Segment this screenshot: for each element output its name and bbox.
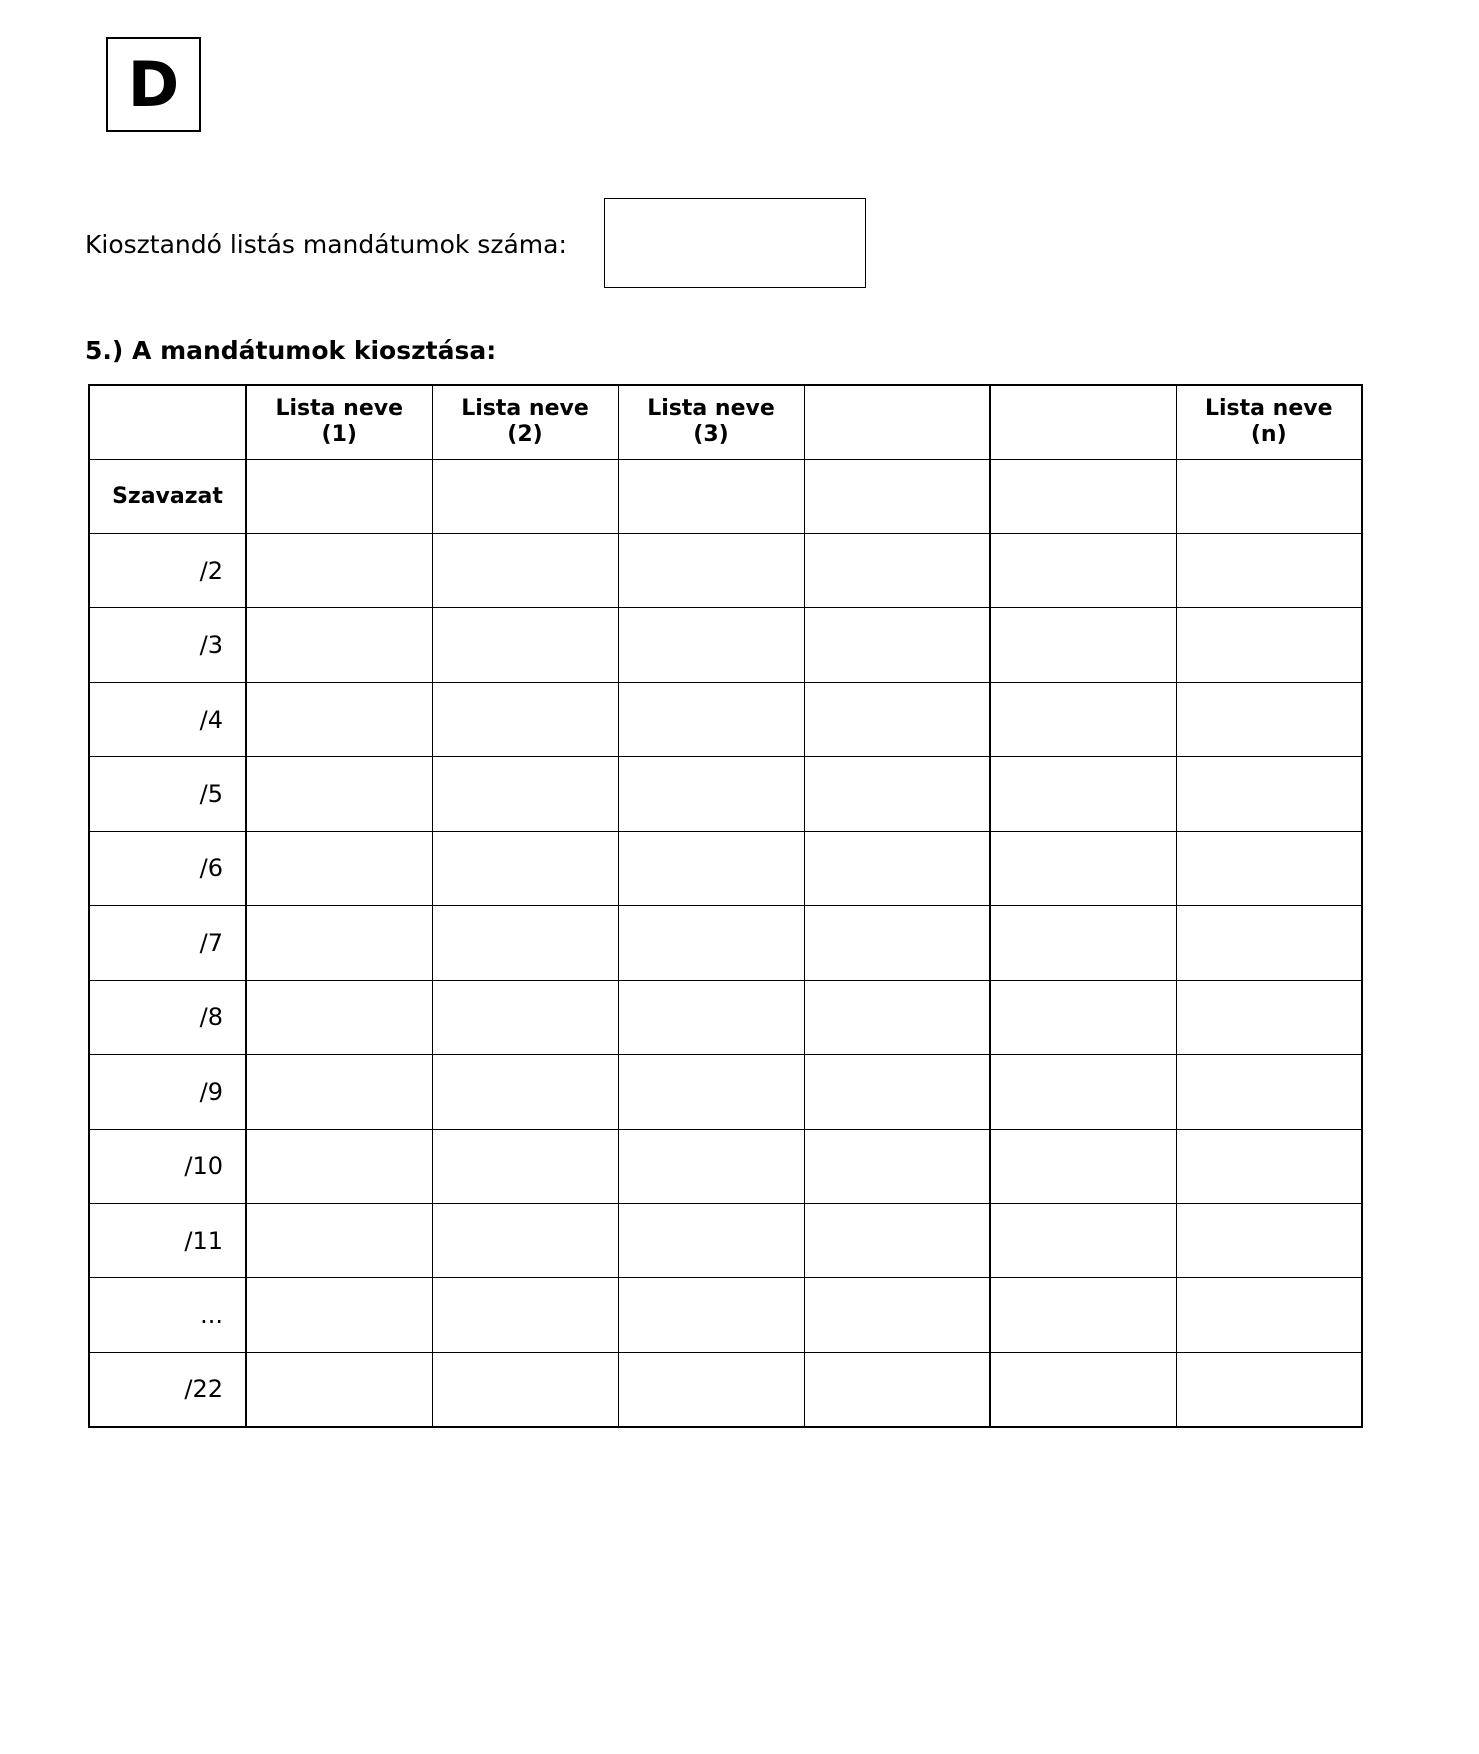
entry-cell[interactable] [246, 459, 432, 533]
entry-cell[interactable] [1176, 906, 1362, 980]
column-header-name: Lista neve [461, 395, 589, 421]
entry-cell[interactable] [432, 906, 618, 980]
entry-cell[interactable] [618, 682, 804, 756]
entry-cell[interactable] [804, 906, 990, 980]
entry-cell[interactable] [1176, 1129, 1362, 1203]
seats-count-label: Kiosztandó listás mandátumok száma: [85, 230, 567, 259]
entry-cell[interactable] [618, 1129, 804, 1203]
entry-cell[interactable] [618, 906, 804, 980]
entry-cell[interactable] [1176, 757, 1362, 831]
entry-cell[interactable] [990, 1129, 1176, 1203]
entry-cell[interactable] [432, 682, 618, 756]
table-row [89, 608, 1362, 682]
entry-cell[interactable] [246, 608, 432, 682]
entry-cell[interactable] [990, 1055, 1176, 1129]
entry-cell[interactable] [1176, 459, 1362, 533]
seats-count-field[interactable] [604, 198, 866, 288]
column-header-index: (3) [693, 422, 729, 448]
entry-cell[interactable] [990, 533, 1176, 607]
column-header-index: (2) [507, 422, 543, 448]
entry-cell[interactable] [990, 1352, 1176, 1426]
entry-cell[interactable] [432, 757, 618, 831]
form-letter: D [127, 47, 180, 121]
entry-cell[interactable] [246, 906, 432, 980]
table-row [89, 459, 1362, 533]
entry-cell[interactable] [432, 831, 618, 905]
entry-cell[interactable] [246, 831, 432, 905]
column-header-1 [246, 385, 432, 459]
table-row [89, 1129, 1362, 1203]
entry-cell[interactable] [246, 682, 432, 756]
entry-cell[interactable] [618, 831, 804, 905]
entry-cell[interactable] [804, 831, 990, 905]
row-label: /10 [89, 1129, 246, 1203]
table-header-row [89, 385, 1362, 459]
entry-cell[interactable] [432, 1352, 618, 1426]
column-header-3 [618, 385, 804, 459]
entry-cell[interactable] [804, 533, 990, 607]
entry-cell[interactable] [618, 1204, 804, 1278]
entry-cell[interactable] [432, 980, 618, 1054]
entry-cell[interactable] [246, 757, 432, 831]
column-header-index: (n) [1250, 422, 1287, 448]
table-row [89, 906, 1362, 980]
entry-cell[interactable] [246, 1278, 432, 1352]
table-row [89, 1055, 1362, 1129]
entry-cell[interactable] [804, 1055, 990, 1129]
column-header-4 [804, 385, 990, 459]
entry-cell[interactable] [804, 1352, 990, 1426]
entry-cell[interactable] [804, 682, 990, 756]
entry-cell[interactable] [990, 831, 1176, 905]
entry-cell[interactable] [1176, 1278, 1362, 1352]
column-header-6 [1176, 385, 1362, 459]
entry-cell[interactable] [618, 533, 804, 607]
table-row [89, 980, 1362, 1054]
table-row [89, 1352, 1362, 1426]
entry-cell[interactable] [990, 757, 1176, 831]
table-row [89, 757, 1362, 831]
entry-cell[interactable] [618, 1055, 804, 1129]
entry-cell[interactable] [432, 1204, 618, 1278]
entry-cell[interactable] [990, 682, 1176, 756]
entry-cell[interactable] [432, 1055, 618, 1129]
entry-cell[interactable] [432, 1278, 618, 1352]
row-label: /9 [89, 1055, 246, 1129]
form-letter-badge [106, 37, 201, 132]
entry-cell[interactable] [432, 533, 618, 607]
entry-cell[interactable] [804, 1204, 990, 1278]
row-label: /8 [89, 980, 246, 1054]
entry-cell[interactable] [246, 1129, 432, 1203]
row-label: ... [89, 1278, 246, 1352]
entry-cell[interactable] [618, 980, 804, 1054]
table-row [89, 1278, 1362, 1352]
entry-cell[interactable] [432, 608, 618, 682]
entry-cell[interactable] [432, 459, 618, 533]
row-label: /2 [89, 533, 246, 607]
entry-cell[interactable] [804, 1129, 990, 1203]
column-header-name: Lista neve [275, 395, 404, 421]
entry-cell[interactable] [1176, 1352, 1362, 1426]
row-label: Szavazat [89, 459, 246, 533]
entry-cell[interactable] [618, 459, 804, 533]
entry-cell[interactable] [1176, 831, 1362, 905]
entry-cell[interactable] [1176, 1204, 1362, 1278]
entry-cell[interactable] [804, 757, 990, 831]
entry-cell[interactable] [618, 608, 804, 682]
section-title: 5.) A mandátumok kiosztása: [85, 336, 497, 365]
entry-cell[interactable] [618, 1352, 804, 1426]
row-label: /3 [89, 608, 246, 682]
table-row [89, 682, 1362, 756]
row-label: /5 [89, 757, 246, 831]
entry-cell[interactable] [246, 1055, 432, 1129]
row-label: /22 [89, 1352, 246, 1426]
entry-cell[interactable] [990, 459, 1176, 533]
column-header-name: Lista neve [647, 395, 775, 421]
table-row [89, 1204, 1362, 1278]
entry-cell[interactable] [990, 1278, 1176, 1352]
column-header-name: Lista neve [1204, 395, 1333, 421]
column-header-5 [990, 385, 1176, 459]
column-header-index: (1) [321, 422, 357, 448]
entry-cell[interactable] [804, 980, 990, 1054]
entry-cell[interactable] [246, 533, 432, 607]
entry-cell[interactable] [1176, 608, 1362, 682]
entry-cell[interactable] [246, 980, 432, 1054]
entry-cell[interactable] [990, 608, 1176, 682]
entry-cell[interactable] [618, 1278, 804, 1352]
entry-cell[interactable] [804, 459, 990, 533]
entry-cell[interactable] [1176, 533, 1362, 607]
entry-cell[interactable] [246, 1352, 432, 1426]
entry-cell[interactable] [804, 1278, 990, 1352]
entry-cell[interactable] [618, 757, 804, 831]
row-label: /11 [89, 1204, 246, 1278]
entry-cell[interactable] [990, 980, 1176, 1054]
table-row [89, 533, 1362, 607]
entry-cell[interactable] [1176, 682, 1362, 756]
entry-cell[interactable] [990, 906, 1176, 980]
entry-cell[interactable] [804, 608, 990, 682]
entry-cell[interactable] [990, 1204, 1176, 1278]
seat-allocation-table [88, 384, 1363, 1428]
entry-cell[interactable] [432, 1129, 618, 1203]
entry-cell[interactable] [1176, 980, 1362, 1054]
row-label: /6 [89, 831, 246, 905]
row-label: /7 [89, 906, 246, 980]
table-corner-cell [89, 385, 246, 459]
table-row [89, 831, 1362, 905]
entry-cell[interactable] [1176, 1055, 1362, 1129]
entry-cell[interactable] [246, 1204, 432, 1278]
row-label: /4 [89, 682, 246, 756]
column-header-2 [432, 385, 618, 459]
